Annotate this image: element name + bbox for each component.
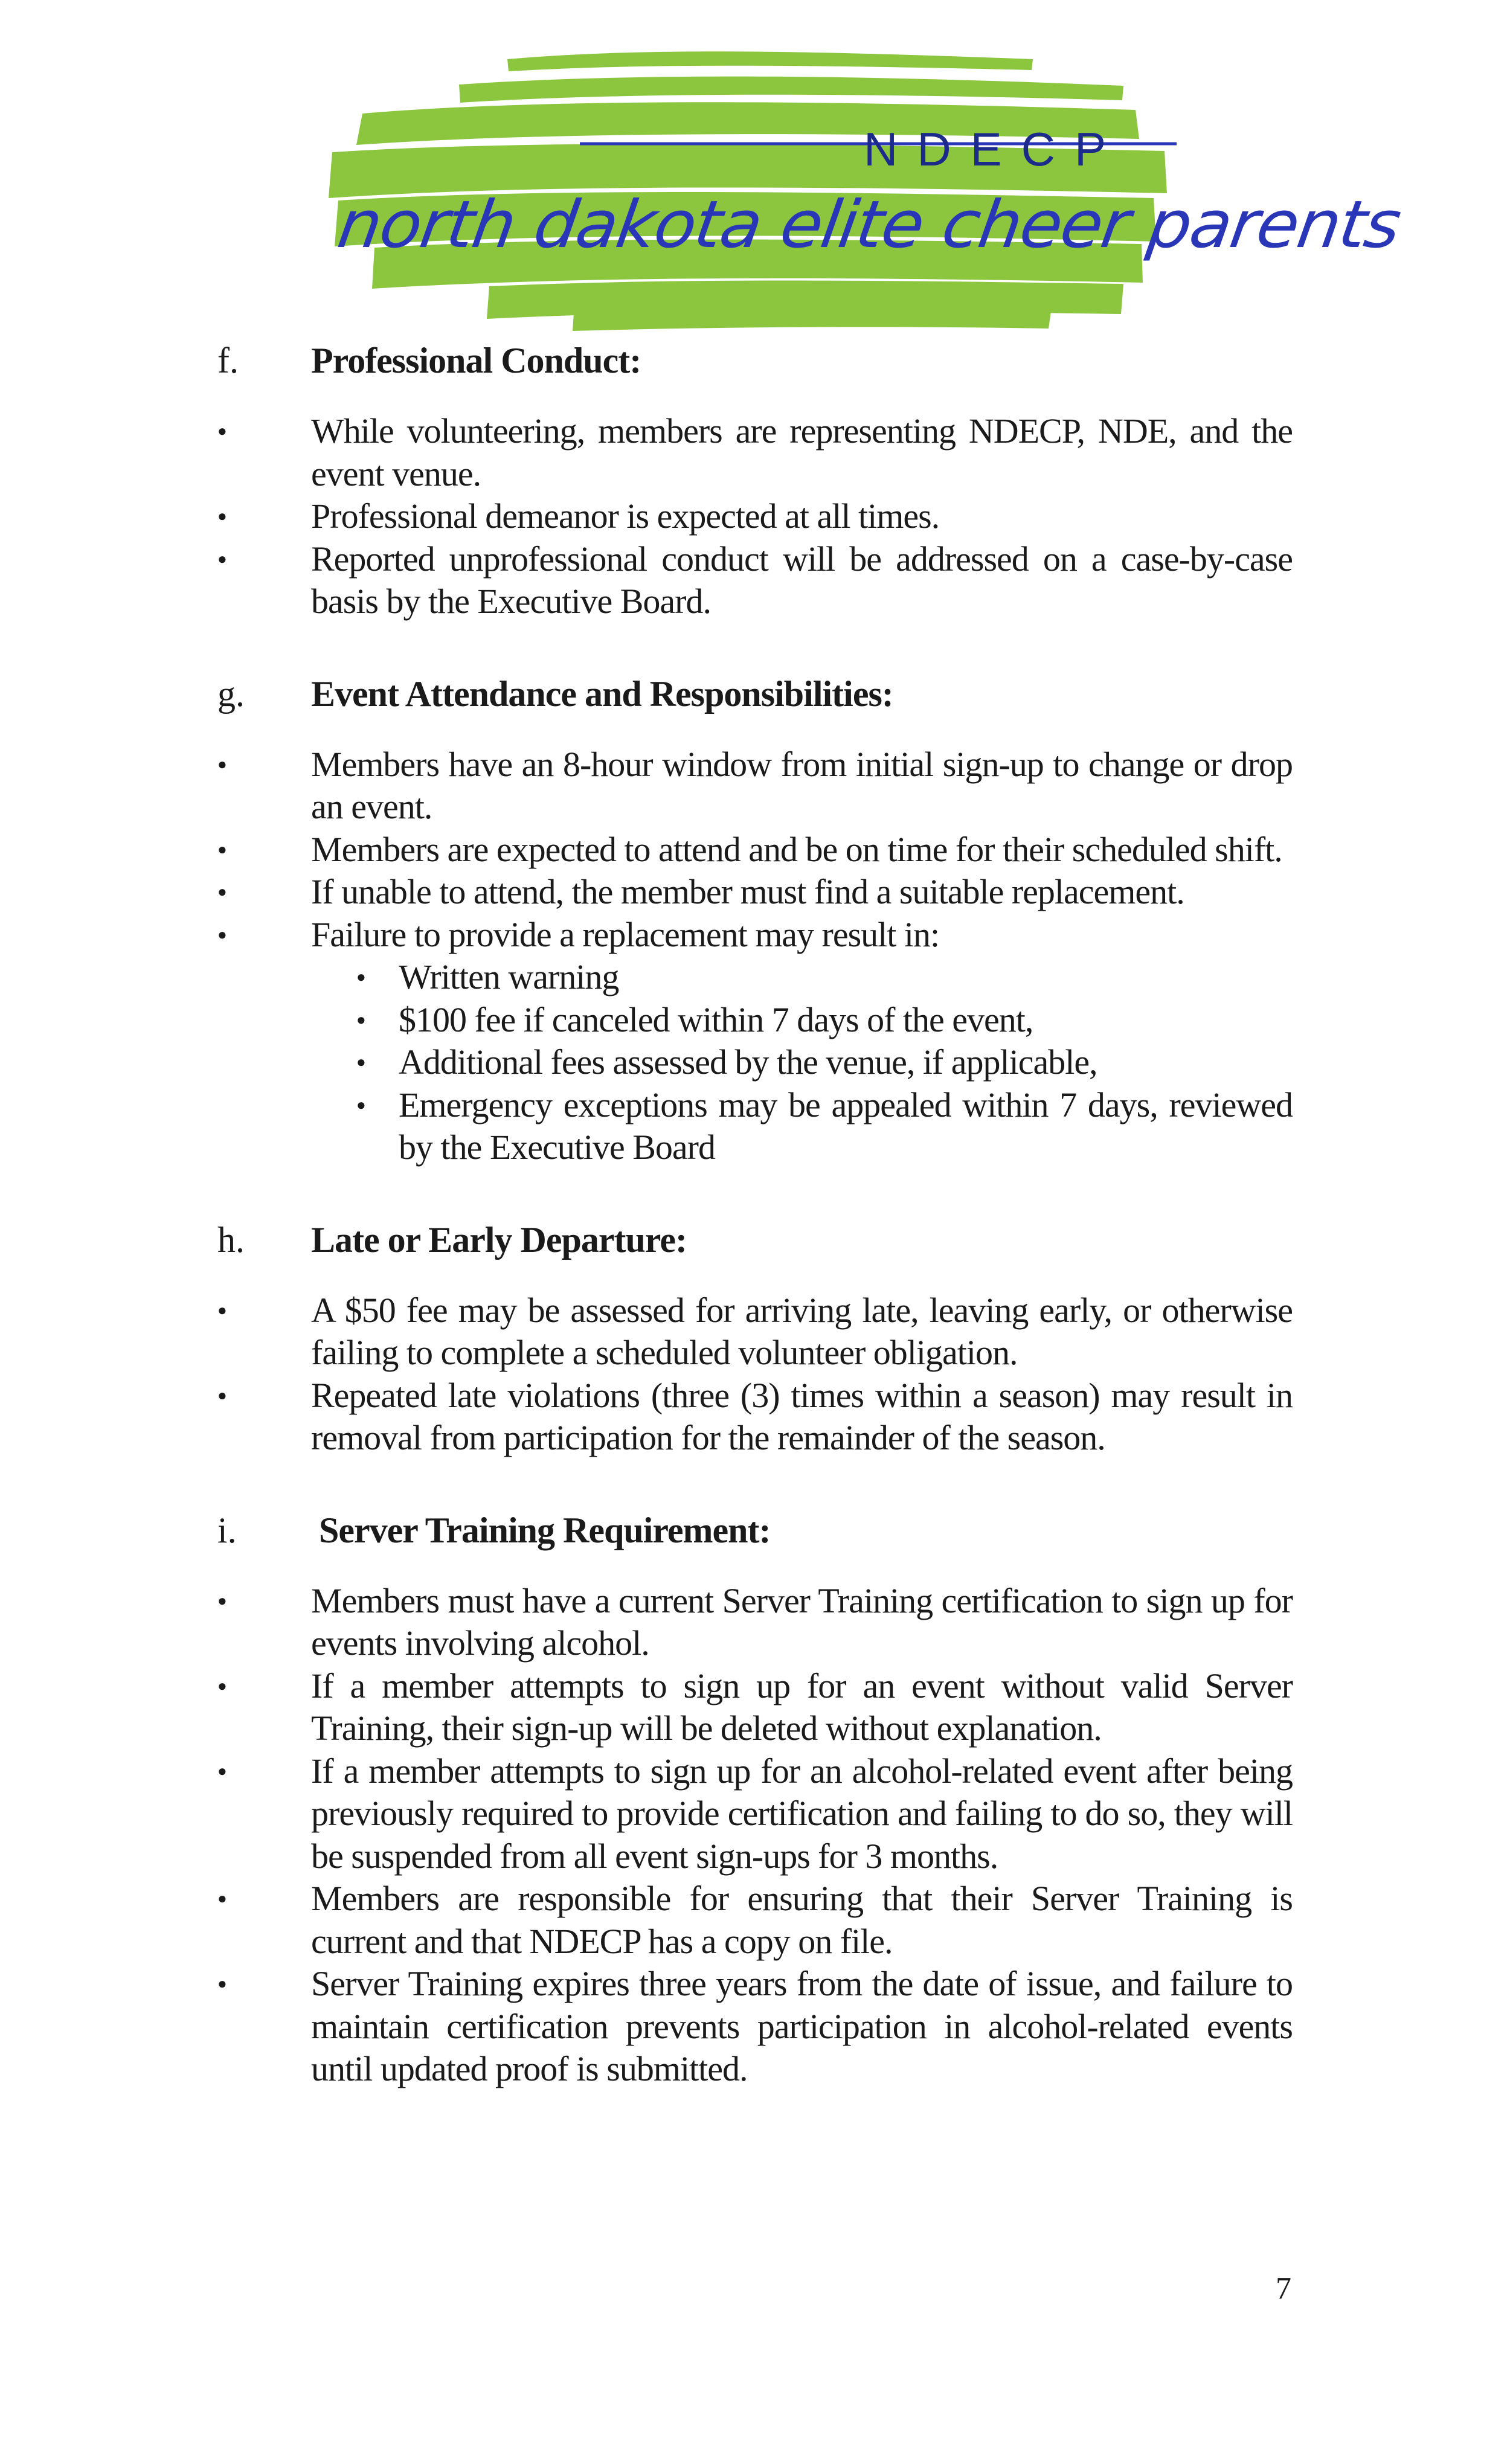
bullet-list — [217, 743, 1293, 1169]
sub-bullet-list — [311, 956, 1293, 1169]
bullet-item: ● While volunteering, members are representing NDECP, NDE, and the event venue. — [217, 410, 1293, 495]
section-heading — [217, 1211, 1293, 1269]
section-title: Professional Conduct: — [311, 341, 641, 380]
document-body — [217, 332, 1293, 2091]
section-title: Event Attendance and Responsibilities: — [311, 673, 893, 714]
bullet-item: ● If a member attempts to sign up for an alcohol-related event after being previously required to provide certification and failing to do so, they will be suspended from all event sign-ups for 3 months. — [217, 1750, 1293, 1878]
bullet-list — [217, 1289, 1293, 1460]
bullet-item: ● Members must have a current Server Training certification to sign up for events involving alcohol. — [217, 1580, 1293, 1665]
bullet-item: ● If unable to attend, the member must find a suitable replacement. — [217, 871, 1293, 914]
sub-bullet-item: ● Written warning — [311, 956, 1293, 999]
bullet-item: ● Members are expected to attend and be on time for their scheduled shift. — [217, 829, 1293, 871]
section-event-attendance — [217, 666, 1293, 1169]
section-title: Late or Early Departure: — [311, 1219, 687, 1260]
ndecp-logo — [320, 42, 1405, 338]
logo-script-text: north dakota elite cheer parents — [333, 187, 1405, 263]
bullet-text: Failure to provide a replacement may result in: — [311, 914, 940, 954]
bullet-list — [217, 410, 1293, 623]
section-title: Server Training Requirement: — [319, 1510, 771, 1550]
sub-bullet-item: ● Emergency exceptions may be appealed within 7 days, reviewed by the Executive Board — [311, 1084, 1293, 1169]
sub-bullet-item: ● Additional fees assessed by the venue, if applicable, — [311, 1041, 1293, 1084]
bullet-item: ● Repeated late violations (three (3) times within a season) may result in removal from participation for the remainder of the season. — [217, 1375, 1293, 1460]
section-letter: g. — [217, 673, 245, 714]
page-number: 7 — [1276, 2271, 1291, 2306]
section-heading — [217, 332, 1293, 390]
bullet-item: ● Reported unprofessional conduct will be addressed on a case-by-case basis by the Executive Board. — [217, 538, 1293, 623]
section-letter: f. — [217, 341, 239, 380]
bullet-item: ● Professional demeanor is expected at all times. — [217, 495, 1293, 538]
section-server-training — [217, 1502, 1293, 2091]
sub-bullet-item: ● $100 fee if canceled within 7 days of the event, — [311, 999, 1293, 1042]
bullet-item — [217, 914, 1293, 1169]
section-letter: h. — [217, 1219, 245, 1260]
section-professional-conduct — [217, 332, 1293, 623]
bullet-list — [217, 1580, 1293, 2091]
section-letter: i. — [217, 1510, 237, 1550]
section-heading — [217, 666, 1293, 723]
bullet-item: ● Members have an 8-hour window from initial sign-up to change or drop an event. — [217, 743, 1293, 829]
bullet-item: ● A $50 fee may be assessed for arriving late, leaving early, or otherwise failing to complete a scheduled volunteer obligation. — [217, 1289, 1293, 1375]
section-late-early-departure — [217, 1211, 1293, 1460]
logo-acronym: NDECP — [864, 123, 1126, 176]
bullet-item: ● Members are responsible for ensuring that their Server Training is current and that NDECP has a copy on file. — [217, 1878, 1293, 1963]
bullet-item: ● Server Training expires three years from the date of issue, and failure to maintain certification prevents participation in alcohol-related events until updated proof is submitted. — [217, 1963, 1293, 2091]
bullet-item: ● If a member attempts to sign up for an event without valid Server Training, their sign-up will be deleted without explanation. — [217, 1665, 1293, 1750]
section-heading — [217, 1502, 1293, 1559]
